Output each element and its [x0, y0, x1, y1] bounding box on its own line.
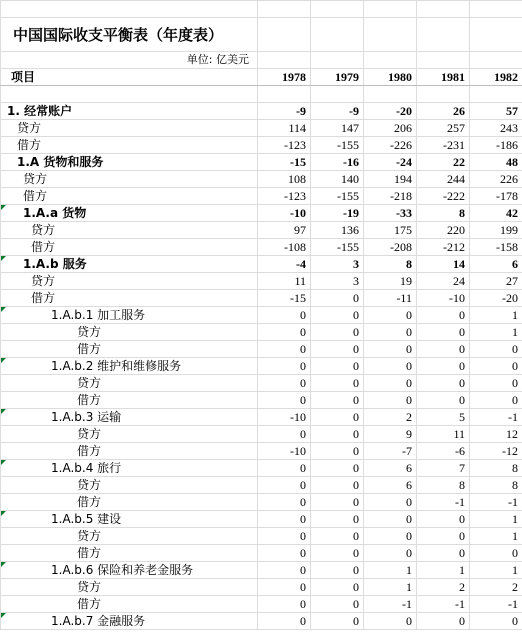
row-value: -155	[311, 188, 364, 205]
row-value: -158	[470, 239, 522, 256]
row-value: 0	[364, 613, 417, 630]
row-label: 1. 经常账户	[1, 103, 258, 120]
row-label: 借方	[1, 545, 258, 562]
row-value: 206	[364, 120, 417, 137]
row-value: 0	[364, 307, 417, 324]
row-value: 0	[417, 358, 470, 375]
row-value: 0	[470, 613, 522, 630]
row-label: 贷方	[1, 579, 258, 596]
row-value: 0	[258, 562, 311, 579]
row-value: 0	[311, 460, 364, 477]
row-value: 0	[258, 426, 311, 443]
row-value: 0	[417, 511, 470, 528]
row-value: 0	[311, 290, 364, 307]
row-value: 0	[258, 528, 311, 545]
table-row	[1, 426, 522, 443]
row-value: -1	[470, 409, 522, 426]
row-value: 22	[417, 154, 470, 171]
row-value: 8	[470, 477, 522, 494]
row-label: 借方	[1, 239, 258, 256]
row-value: 0	[364, 341, 417, 358]
row-label: 贷方	[1, 120, 258, 137]
row-label: 1.A.b.2 维护和维修服务	[1, 358, 258, 375]
row-value: 11	[258, 273, 311, 290]
row-value: 2	[417, 579, 470, 596]
table-row	[1, 222, 522, 239]
row-value: 6	[470, 256, 522, 273]
row-value: 0	[417, 324, 470, 341]
table-row	[1, 324, 522, 341]
row-value: -123	[258, 188, 311, 205]
row-value: 0	[417, 545, 470, 562]
header-row	[1, 69, 522, 86]
column-header-year: 1978	[258, 69, 311, 86]
row-value: 1	[364, 562, 417, 579]
row-value: 199	[470, 222, 522, 239]
table-row	[1, 358, 522, 375]
row-value: 0	[311, 392, 364, 409]
row-value: 8	[417, 477, 470, 494]
row-value: 14	[417, 256, 470, 273]
table-row	[1, 137, 522, 154]
row-value: 2	[470, 579, 522, 596]
row-label: 1.A.a 货物	[1, 205, 258, 222]
table-row	[1, 528, 522, 545]
row-value: 0	[258, 392, 311, 409]
row-value: -1	[417, 494, 470, 511]
row-value: 2	[364, 409, 417, 426]
table-row	[1, 460, 522, 477]
row-value: 42	[470, 205, 522, 222]
table-row	[1, 307, 522, 324]
row-value: 108	[258, 171, 311, 188]
row-label: 借方	[1, 392, 258, 409]
row-label: 贷方	[1, 426, 258, 443]
row-value: -15	[258, 290, 311, 307]
row-value: -10	[417, 290, 470, 307]
row-value: 0	[258, 494, 311, 511]
row-value: 140	[311, 171, 364, 188]
row-value: 175	[364, 222, 417, 239]
row-value: 3	[311, 256, 364, 273]
row-value: 1	[470, 324, 522, 341]
row-label: 借方	[1, 137, 258, 154]
row-value: 97	[258, 222, 311, 239]
row-value: 11	[417, 426, 470, 443]
row-value: 0	[364, 392, 417, 409]
row-value: 0	[258, 358, 311, 375]
row-value: 0	[311, 613, 364, 630]
row-value: 0	[311, 358, 364, 375]
spacer-row	[1, 86, 522, 103]
row-value: 0	[311, 477, 364, 494]
table-row	[1, 239, 522, 256]
row-value: -10	[258, 205, 311, 222]
table-row	[1, 205, 522, 222]
row-label: 贷方	[1, 528, 258, 545]
row-value: -7	[364, 443, 417, 460]
table-row	[1, 613, 522, 630]
page-title: 中国国际收支平衡表（年度表）	[1, 18, 258, 52]
row-label: 1.A.b.6 保险和养老金服务	[1, 562, 258, 579]
row-value: 0	[470, 341, 522, 358]
row-value: -218	[364, 188, 417, 205]
row-value: 12	[470, 426, 522, 443]
row-value: 0	[364, 528, 417, 545]
row-value: 0	[311, 528, 364, 545]
table-row	[1, 171, 522, 188]
row-value: 1	[470, 528, 522, 545]
row-value: 147	[311, 120, 364, 137]
table-row	[1, 579, 522, 596]
row-label: 贷方	[1, 477, 258, 494]
row-value: 0	[258, 596, 311, 613]
table-row	[1, 392, 522, 409]
table-row	[1, 120, 522, 137]
row-value: 0	[470, 392, 522, 409]
row-value: 0	[311, 494, 364, 511]
column-header-year: 1980	[364, 69, 417, 86]
row-value: -1	[470, 596, 522, 613]
row-value: -16	[311, 154, 364, 171]
row-value: -20	[364, 103, 417, 120]
row-label: 借方	[1, 341, 258, 358]
row-value: -11	[364, 290, 417, 307]
row-value: 0	[258, 324, 311, 341]
row-value: 0	[311, 409, 364, 426]
row-value: 0	[364, 358, 417, 375]
row-value: -212	[417, 239, 470, 256]
row-value: 0	[470, 545, 522, 562]
row-value: 0	[364, 545, 417, 562]
row-value: 0	[311, 545, 364, 562]
table-row	[1, 443, 522, 460]
row-label: 1.A 货物和服务	[1, 154, 258, 171]
row-value: 243	[470, 120, 522, 137]
table-row	[1, 409, 522, 426]
row-label: 1.A.b.5 建设	[1, 511, 258, 528]
row-label: 借方	[1, 443, 258, 460]
row-value: 7	[417, 460, 470, 477]
row-value: 3	[311, 273, 364, 290]
row-value: -108	[258, 239, 311, 256]
table-row	[1, 290, 522, 307]
row-label: 1.A.b.4 旅行	[1, 460, 258, 477]
row-value: 0	[258, 579, 311, 596]
table-row	[1, 596, 522, 613]
row-value: 0	[311, 579, 364, 596]
row-value: -9	[311, 103, 364, 120]
row-label: 借方	[1, 596, 258, 613]
row-value: -208	[364, 239, 417, 256]
row-value: -178	[470, 188, 522, 205]
row-value: 1	[470, 511, 522, 528]
row-value: -155	[311, 137, 364, 154]
row-value: 0	[311, 426, 364, 443]
row-value: -15	[258, 154, 311, 171]
row-label: 贷方	[1, 273, 258, 290]
row-value: 244	[417, 171, 470, 188]
row-value: 0	[311, 596, 364, 613]
row-value: -1	[364, 596, 417, 613]
table-row	[1, 511, 522, 528]
row-value: 9	[364, 426, 417, 443]
row-value: -1	[470, 494, 522, 511]
row-value: -6	[417, 443, 470, 460]
row-value: 8	[470, 460, 522, 477]
row-value: 0	[364, 511, 417, 528]
row-value: 27	[470, 273, 522, 290]
row-value: 0	[258, 460, 311, 477]
row-label: 1.A.b.3 运输	[1, 409, 258, 426]
row-value: 1	[417, 562, 470, 579]
table-row	[1, 273, 522, 290]
table-row	[1, 103, 522, 120]
row-value: -155	[311, 239, 364, 256]
row-value: 0	[364, 324, 417, 341]
row-value: 0	[417, 613, 470, 630]
row-value: -9	[258, 103, 311, 120]
row-value: -123	[258, 137, 311, 154]
title-row	[1, 18, 522, 52]
row-value: 48	[470, 154, 522, 171]
row-value: 0	[258, 375, 311, 392]
row-label: 借方	[1, 290, 258, 307]
table-row	[1, 494, 522, 511]
row-value: -10	[258, 409, 311, 426]
row-label: 1.A.b.7 金融服务	[1, 613, 258, 630]
row-value: 0	[470, 358, 522, 375]
row-value: 0	[417, 392, 470, 409]
row-label: 贷方	[1, 171, 258, 188]
row-value: 0	[311, 443, 364, 460]
table-row	[1, 477, 522, 494]
row-value: 0	[258, 477, 311, 494]
row-value: 0	[417, 307, 470, 324]
row-value: 1	[470, 562, 522, 579]
row-value: 6	[364, 460, 417, 477]
row-label: 贷方	[1, 375, 258, 392]
row-value: 0	[258, 613, 311, 630]
row-value: 6	[364, 477, 417, 494]
row-value: -12	[470, 443, 522, 460]
row-value: -222	[417, 188, 470, 205]
row-value: 220	[417, 222, 470, 239]
row-value: 57	[470, 103, 522, 120]
table-row	[1, 375, 522, 392]
row-value: 0	[311, 562, 364, 579]
row-label: 贷方	[1, 222, 258, 239]
row-value: 257	[417, 120, 470, 137]
unit-row	[1, 52, 522, 69]
row-label: 贷方	[1, 324, 258, 341]
row-value: -24	[364, 154, 417, 171]
column-header-year: 1979	[311, 69, 364, 86]
row-label: 1.A.b.1 加工服务	[1, 307, 258, 324]
column-header-item: 项目	[1, 69, 258, 86]
row-value: 0	[258, 511, 311, 528]
table-row	[1, 154, 522, 171]
row-value: 0	[417, 375, 470, 392]
row-value: 136	[311, 222, 364, 239]
row-value: 0	[364, 494, 417, 511]
row-value: 0	[311, 511, 364, 528]
row-value: -1	[417, 596, 470, 613]
row-value: 0	[417, 341, 470, 358]
row-value: -33	[364, 205, 417, 222]
row-value: 0	[470, 375, 522, 392]
row-value: 24	[417, 273, 470, 290]
row-value: 0	[364, 375, 417, 392]
table-row	[1, 341, 522, 358]
row-value: 0	[258, 545, 311, 562]
row-value: 0	[311, 307, 364, 324]
row-value: 1	[470, 307, 522, 324]
row-value: 5	[417, 409, 470, 426]
row-value: 19	[364, 273, 417, 290]
row-value: 8	[364, 256, 417, 273]
column-header-year: 1981	[417, 69, 470, 86]
table-row	[1, 562, 522, 579]
row-value: 194	[364, 171, 417, 188]
row-value: -186	[470, 137, 522, 154]
row-value: 226	[470, 171, 522, 188]
row-value: 0	[311, 324, 364, 341]
row-value: -10	[258, 443, 311, 460]
row-value: -4	[258, 256, 311, 273]
row-value: 0	[258, 307, 311, 324]
row-value: -20	[470, 290, 522, 307]
row-value: -231	[417, 137, 470, 154]
row-label: 1.A.b 服务	[1, 256, 258, 273]
row-value: 0	[311, 341, 364, 358]
spacer-row	[1, 1, 522, 18]
row-value: 0	[258, 341, 311, 358]
column-header-year: 1982	[470, 69, 522, 86]
row-value: 1	[364, 579, 417, 596]
row-label: 借方	[1, 494, 258, 511]
row-value: 0	[417, 528, 470, 545]
row-value: 0	[311, 375, 364, 392]
row-value: -19	[311, 205, 364, 222]
table-row	[1, 188, 522, 205]
row-value: 26	[417, 103, 470, 120]
table-row	[1, 256, 522, 273]
row-label: 借方	[1, 188, 258, 205]
row-value: 8	[417, 205, 470, 222]
unit-label: 单位: 亿美元	[1, 52, 258, 69]
row-value: 114	[258, 120, 311, 137]
row-value: -226	[364, 137, 417, 154]
table-row	[1, 545, 522, 562]
